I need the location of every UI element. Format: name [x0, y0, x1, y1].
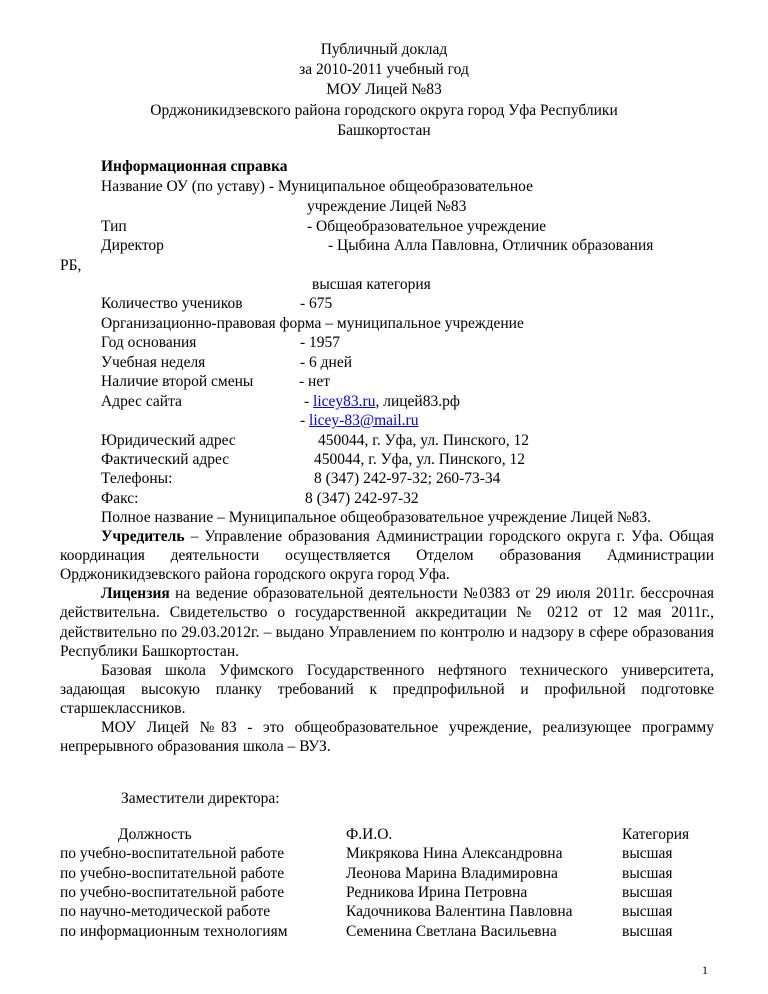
year-label: Год основания [101, 334, 197, 351]
email-value [300, 411, 418, 430]
email-dash: - [300, 412, 310, 429]
founder-bold: Учредитель [101, 528, 185, 546]
mou-paragraph: МОУ Лицей №83 - это общеобразовательное учреждение, реализующее программу непрерывного образования школа – ВУЗ. [60, 719, 714, 756]
deputies-heading: Заместители директора: [121, 790, 280, 807]
type-label: Тип [101, 218, 127, 235]
founder-text: – Управление образования Администрации городского округа г. Уфа. Общая координация деятельности осуществляется Отделом образования Администрации Орджоникидзевского района городского округа город Уфа. [60, 528, 714, 584]
students-value: - 675 [300, 295, 333, 312]
shift-value: - нет [299, 373, 330, 390]
row-2-name: Леонова Марина Владимировна [346, 865, 558, 882]
row-2-position: по учебно-воспитательной работе [60, 865, 285, 882]
fax-value: 8 (347) 242-97-32 [305, 490, 419, 507]
col-header-name: Ф.И.О. [346, 826, 393, 843]
row-3-position: по учебно-воспитательной работе [60, 884, 285, 901]
site-label: Адрес сайта [101, 393, 182, 410]
site-value [304, 392, 460, 411]
col-header-position: Должность [118, 826, 192, 843]
row-4-name: Кадочникова Валентина Павловна [346, 903, 573, 920]
row-4-position: по научно-методической работе [60, 903, 271, 920]
year-value: - 1957 [300, 334, 341, 351]
actual-address-value: 450044, г. Уфа, ул. Пинского, 12 [314, 451, 525, 468]
page-number: 1 [702, 963, 708, 977]
header-line-3: МОУ Лицей №83 [326, 81, 442, 98]
base-school-paragraph: Базовая школа Уфимского Государственного нефтяного технического университета, задающая высокую планку требований к предпрофильной и профильной подготовке старшеклассников. [60, 661, 714, 717]
email-link[interactable]: licey-83@mail.ru [309, 412, 419, 429]
info-title: Информационная справка [101, 158, 288, 175]
shift-label: Наличие второй смены [101, 373, 254, 390]
name-line-2: учреждение Лицей №83 [307, 198, 467, 215]
name-line-1: Название ОУ (по уставу) - Муниципальное общеобразовательное [101, 178, 533, 195]
row-3-category: высшая [622, 884, 673, 901]
row-5-category: высшая [622, 923, 673, 940]
full-name-paragraph: Полное название – Муниципальное общеобразовательное учреждение Лицей №83. [101, 509, 652, 526]
license-bold: Лицензия [101, 585, 170, 603]
founder-paragraph [60, 527, 714, 584]
row-1-position: по учебно-воспитательной работе [60, 845, 285, 862]
license-text: на ведение образовательной деятельности №0383 от 29 июля 2011г. бессрочная действительна. Свидетельство о государственной аккредитации № 0212 от 12 мая 2011г., действительно по 29.03.2012г. – выдано Управлением по контролю и надзору в сфере образования Республики Башкортостан. [60, 585, 714, 660]
actual-address-label: Фактический адрес [101, 451, 230, 468]
body-paragraphs [60, 508, 714, 756]
row-4-category: высшая [622, 903, 673, 920]
header-line-1: Публичный доклад [320, 41, 448, 58]
director-category: высшая категория [312, 276, 431, 293]
week-label: Учебная неделя [101, 354, 206, 371]
director-value: - Цыбина Алла Павловна, Отличник образования [328, 237, 654, 254]
site-link[interactable]: licey83.ru [313, 393, 376, 410]
site-alt: , лицей83.рф [375, 393, 460, 410]
header-line-2: за 2010-2011 учебный год [299, 61, 469, 78]
phones-value: 8 (347) 242-97-32; 260-73-34 [314, 470, 501, 487]
row-5-position: по информационным технологиям [60, 923, 288, 940]
row-1-name: Микрякова Нина Александровна [346, 845, 563, 862]
week-value: - 6 дней [300, 354, 353, 371]
row-5-name: Семенина Светлана Васильевна [346, 923, 557, 940]
row-2-category: высшая [622, 865, 673, 882]
director-rb: РБ, [60, 257, 82, 274]
org-form: Организационно-правовая форма – муниципальное учреждение [101, 315, 524, 332]
col-header-category: Категория [622, 826, 690, 843]
type-value: - Общеобразовательное учреждение [307, 218, 547, 235]
legal-address-label: Юридический адрес [101, 432, 236, 449]
header-line-5: Башкортостан [337, 122, 431, 139]
header-line-4: Орджоникидзевского района городского округа город Уфа Республики [150, 102, 618, 119]
site-dash: - [304, 393, 314, 410]
students-label: Количество учеников [101, 295, 243, 312]
legal-address-value: 450044, г. Уфа, ул. Пинского, 12 [318, 432, 529, 449]
director-label: Директор [101, 237, 164, 254]
phones-label: Телефоны: [101, 470, 173, 487]
fax-label: Факс: [101, 490, 139, 507]
row-3-name: Редникова Ирина Петровна [346, 884, 528, 901]
license-paragraph [60, 584, 714, 660]
row-1-category: высшая [622, 845, 673, 862]
